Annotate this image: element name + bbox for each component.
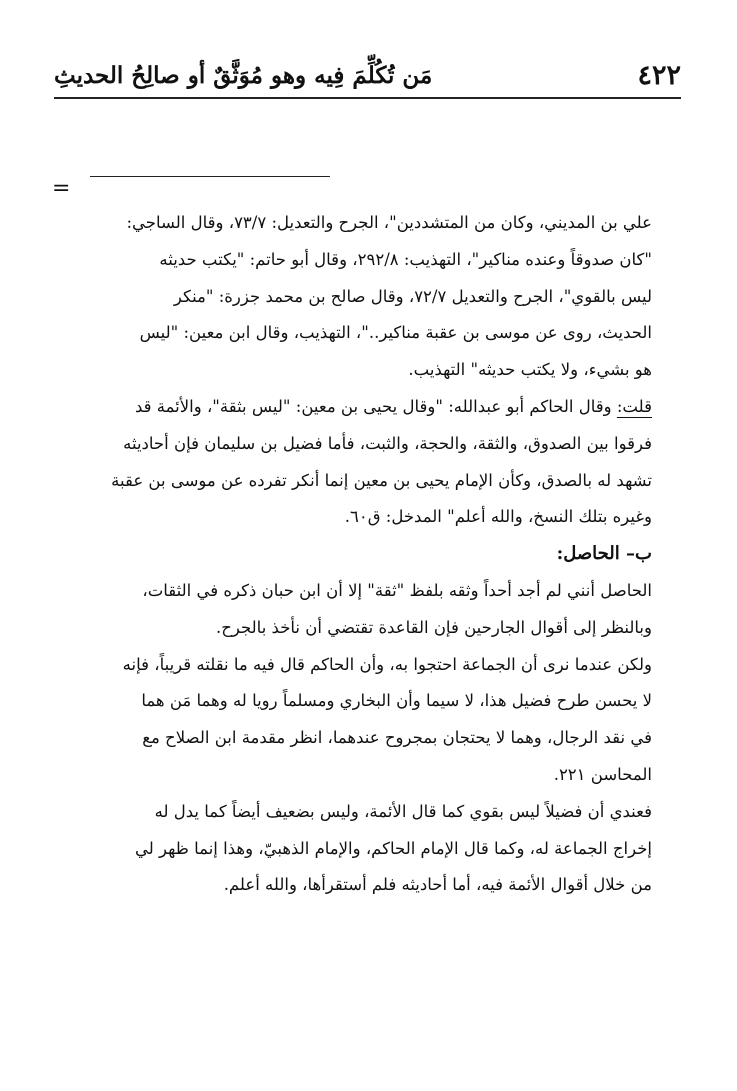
footnote-line: الحديث، روى عن موسى بن عقبة مناكير.."، التهذيب، وقال ابن معين: "ليس bbox=[139, 323, 652, 343]
hasil-line: في نقد الرجال، وهما لا يحتجان بمجروح عندهما، انظر مقدمة ابن الصلاح مع bbox=[142, 728, 652, 748]
qulit-line: وغيره بتلك النسخ، والله أعلم" المدخل: ق٦٠. bbox=[344, 507, 652, 527]
qulit-line: فرقوا بين الصدوق، والثقة، والحجة، والثبت، فأما فضيل بن سليمان فإن أحاديثه bbox=[123, 433, 652, 453]
body-text bbox=[52, 205, 652, 904]
footnote-line: ليس بالقوي"، الجرح والتعديل ٧٢/٧، وقال صالح بن محمد جزرة: "منكر bbox=[173, 286, 652, 306]
hasil-line: ولكن عندما نرى أن الجماعة احتجوا به، وأن الحاكم قال فيه ما نقلته قريباً، فإنه bbox=[122, 654, 652, 674]
section-heading: ب– الحاصل: bbox=[556, 543, 652, 565]
hasil-line: من خلال أقوال الأئمة فيه، أما أحاديثه فلم أستقرأها، والله أعلم. bbox=[223, 875, 652, 895]
hasil-line: الحاصل أنني لم أجد أحداً وثقه بلفظ "ثقة" إلا أن ابن حبان ذكره في الثقات، bbox=[142, 580, 652, 600]
hasil-line: إخراج الجماعة له، وكما قال الإمام الحاكم، والإمام الذهبيّ، وهذا إنما ظهر لي bbox=[135, 838, 652, 858]
hasil-line: وبالنظر إلى أقوال الجارحين فإن القاعدة تقتضي أن نأخذ بالجرح. bbox=[216, 617, 652, 637]
footnote-line: هو بشيء، ولا يكتب حديثه" التهذيب. bbox=[408, 360, 652, 380]
footnote-line: "كان صدوقاً وعنده مناكير"، التهذيب: ٢٩٢/٨، وقال أبو حاتم: "يكتب حديثه bbox=[159, 249, 652, 269]
footnote-line: علي بن المديني، وكان من المتشددين"، الجرح والتعديل: ٧٣/٧، وقال الساجي: bbox=[126, 213, 652, 232]
footnote-rule bbox=[90, 176, 330, 177]
qulit-label: قلت: bbox=[616, 396, 652, 416]
qulit-line: تشهد له بالصدق، وكأن الإمام يحيى بن معين إنما أنكر تفرده عن موسى بن عقبة bbox=[111, 470, 652, 490]
qulit-line bbox=[52, 389, 652, 426]
continuation-mark: = bbox=[52, 176, 71, 201]
hasil-line: لا يحسن طرح فضيل هذا، لا سيما وأن البخاري ومسلماً رويا له وهما مَن هما bbox=[141, 691, 652, 711]
page-number: ٤٢٢ bbox=[637, 59, 681, 91]
hasil-line: فعندي أن فضيلاً ليس بقوي كما قال الأئمة، وليس بضعيف أيضاً كما يدل له bbox=[154, 801, 652, 821]
hasil-line: المحاسن ٢٢١. bbox=[553, 764, 652, 784]
header-rule bbox=[54, 97, 681, 99]
qulit-text: وقال الحاكم أبو عبدالله: "وقال يحيى بن معين: "ليس بثقة"، والأئمة قد bbox=[134, 396, 617, 416]
running-title: مَن تُكُلِّمَ فِيه وهو مُوَثَّقٌ أو صالِحُ الحديثِ bbox=[54, 61, 433, 89]
page-header bbox=[54, 52, 681, 98]
